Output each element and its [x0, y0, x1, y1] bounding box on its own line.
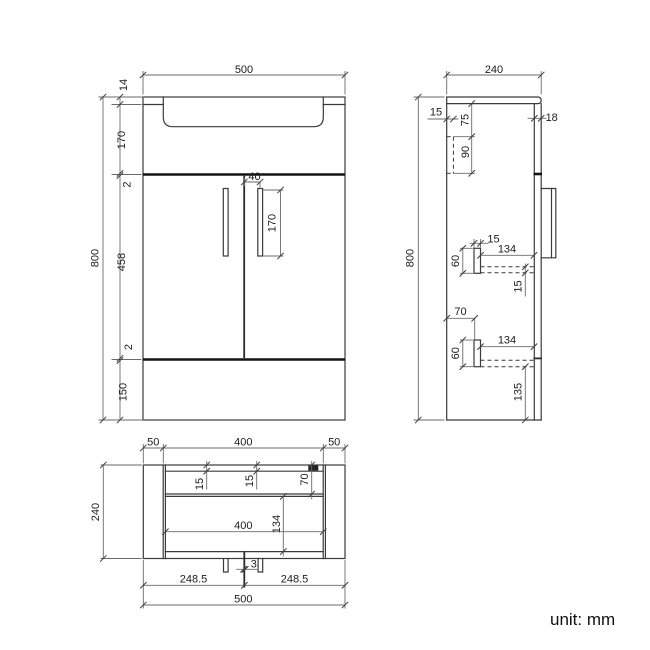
side-dim-door-thickness — [528, 112, 558, 124]
plan-dim-top — [140, 437, 348, 464]
side-dim-lower-bracket — [444, 306, 538, 423]
unit-note: unit: mm — [550, 610, 616, 629]
front-dim-chain — [112, 79, 141, 423]
front-elevation-view — [90, 64, 349, 423]
upper-rail-length-label: 134 — [497, 243, 517, 256]
plan-back-panel-label: 15 — [194, 477, 206, 491]
plan-bracket-block — [308, 465, 318, 470]
side-elevation-view — [405, 64, 558, 423]
side-dim-height — [405, 94, 445, 423]
rail-to-floor-label: 135 — [512, 382, 525, 402]
front-dim-handle-length — [263, 187, 284, 259]
front-handle-length-label: 170 — [266, 213, 279, 233]
plan-bracket-depth-label: 70 — [299, 473, 311, 486]
plan-right-handle — [258, 559, 263, 573]
plan-dim-depth — [90, 462, 141, 562]
upper-bracket — [474, 248, 481, 273]
side-dim-depth — [444, 64, 545, 94]
hanger-height-label: 90 — [460, 145, 472, 159]
front-outline — [143, 97, 345, 420]
basin-recess — [163, 97, 323, 127]
side-handle-profile — [541, 189, 556, 258]
countertop-profile — [447, 97, 542, 104]
front-bottom-gap-label: 2 — [123, 343, 135, 351]
upper-bracket-height-label: 60 — [450, 254, 462, 268]
front-plinth-label: 150 — [117, 382, 130, 402]
plan-inner-width-label: 400 — [234, 520, 253, 533]
left-door-handle — [223, 189, 228, 257]
plan-top-width-label: 400 — [234, 436, 253, 449]
plan-right-overhang-label: 50 — [328, 436, 341, 449]
front-dim-overall-width — [140, 64, 348, 94]
front-width-label: 500 — [234, 63, 254, 76]
lower-bracket-offset-label: 70 — [454, 305, 467, 318]
side-dim-upper-bracket — [450, 233, 537, 296]
upper-bracket-width-label: 15 — [487, 233, 500, 246]
front-height-label: 800 — [89, 248, 102, 268]
side-depth-label: 240 — [484, 63, 504, 76]
front-door-handles — [223, 189, 262, 257]
door-thickness-label: 18 — [545, 112, 558, 124]
upper-rail-thickness-label: 15 — [512, 280, 525, 293]
wall-hanger-hidden — [447, 137, 454, 174]
plan-right-half-label: 248.5 — [280, 573, 309, 586]
lower-bracket-height-label: 60 — [450, 347, 462, 360]
front-door-height-label: 458 — [116, 252, 128, 272]
plan-left-overhang-label: 50 — [147, 436, 160, 449]
plan-overall-width-label: 500 — [234, 593, 253, 606]
hanger-width-label: 15 — [429, 106, 443, 119]
lower-rail-length-label: 134 — [497, 334, 517, 347]
plan-dim-interior — [162, 462, 326, 557]
plan-center-panel-label: 15 — [244, 474, 256, 488]
side-dim-hanger — [428, 100, 475, 176]
plan-door-gap-label: 3 — [250, 558, 257, 571]
plan-left-half-label: 248.5 — [179, 573, 208, 586]
side-height-label: 800 — [404, 248, 417, 268]
right-door-handle — [258, 189, 263, 257]
plan-left-handle — [224, 559, 229, 573]
front-handle-offset-label: 40 — [248, 171, 261, 183]
plan-depth-label: 240 — [90, 502, 102, 522]
lower-bracket — [474, 340, 481, 367]
front-basin-label: 170 — [116, 130, 128, 150]
plan-view — [90, 437, 348, 609]
front-top-gap-label: 2 — [121, 181, 134, 188]
hanger-offset-label: 75 — [459, 113, 472, 127]
plan-rail-depth-label: 134 — [271, 514, 283, 534]
front-lip-label: 14 — [118, 78, 130, 92]
